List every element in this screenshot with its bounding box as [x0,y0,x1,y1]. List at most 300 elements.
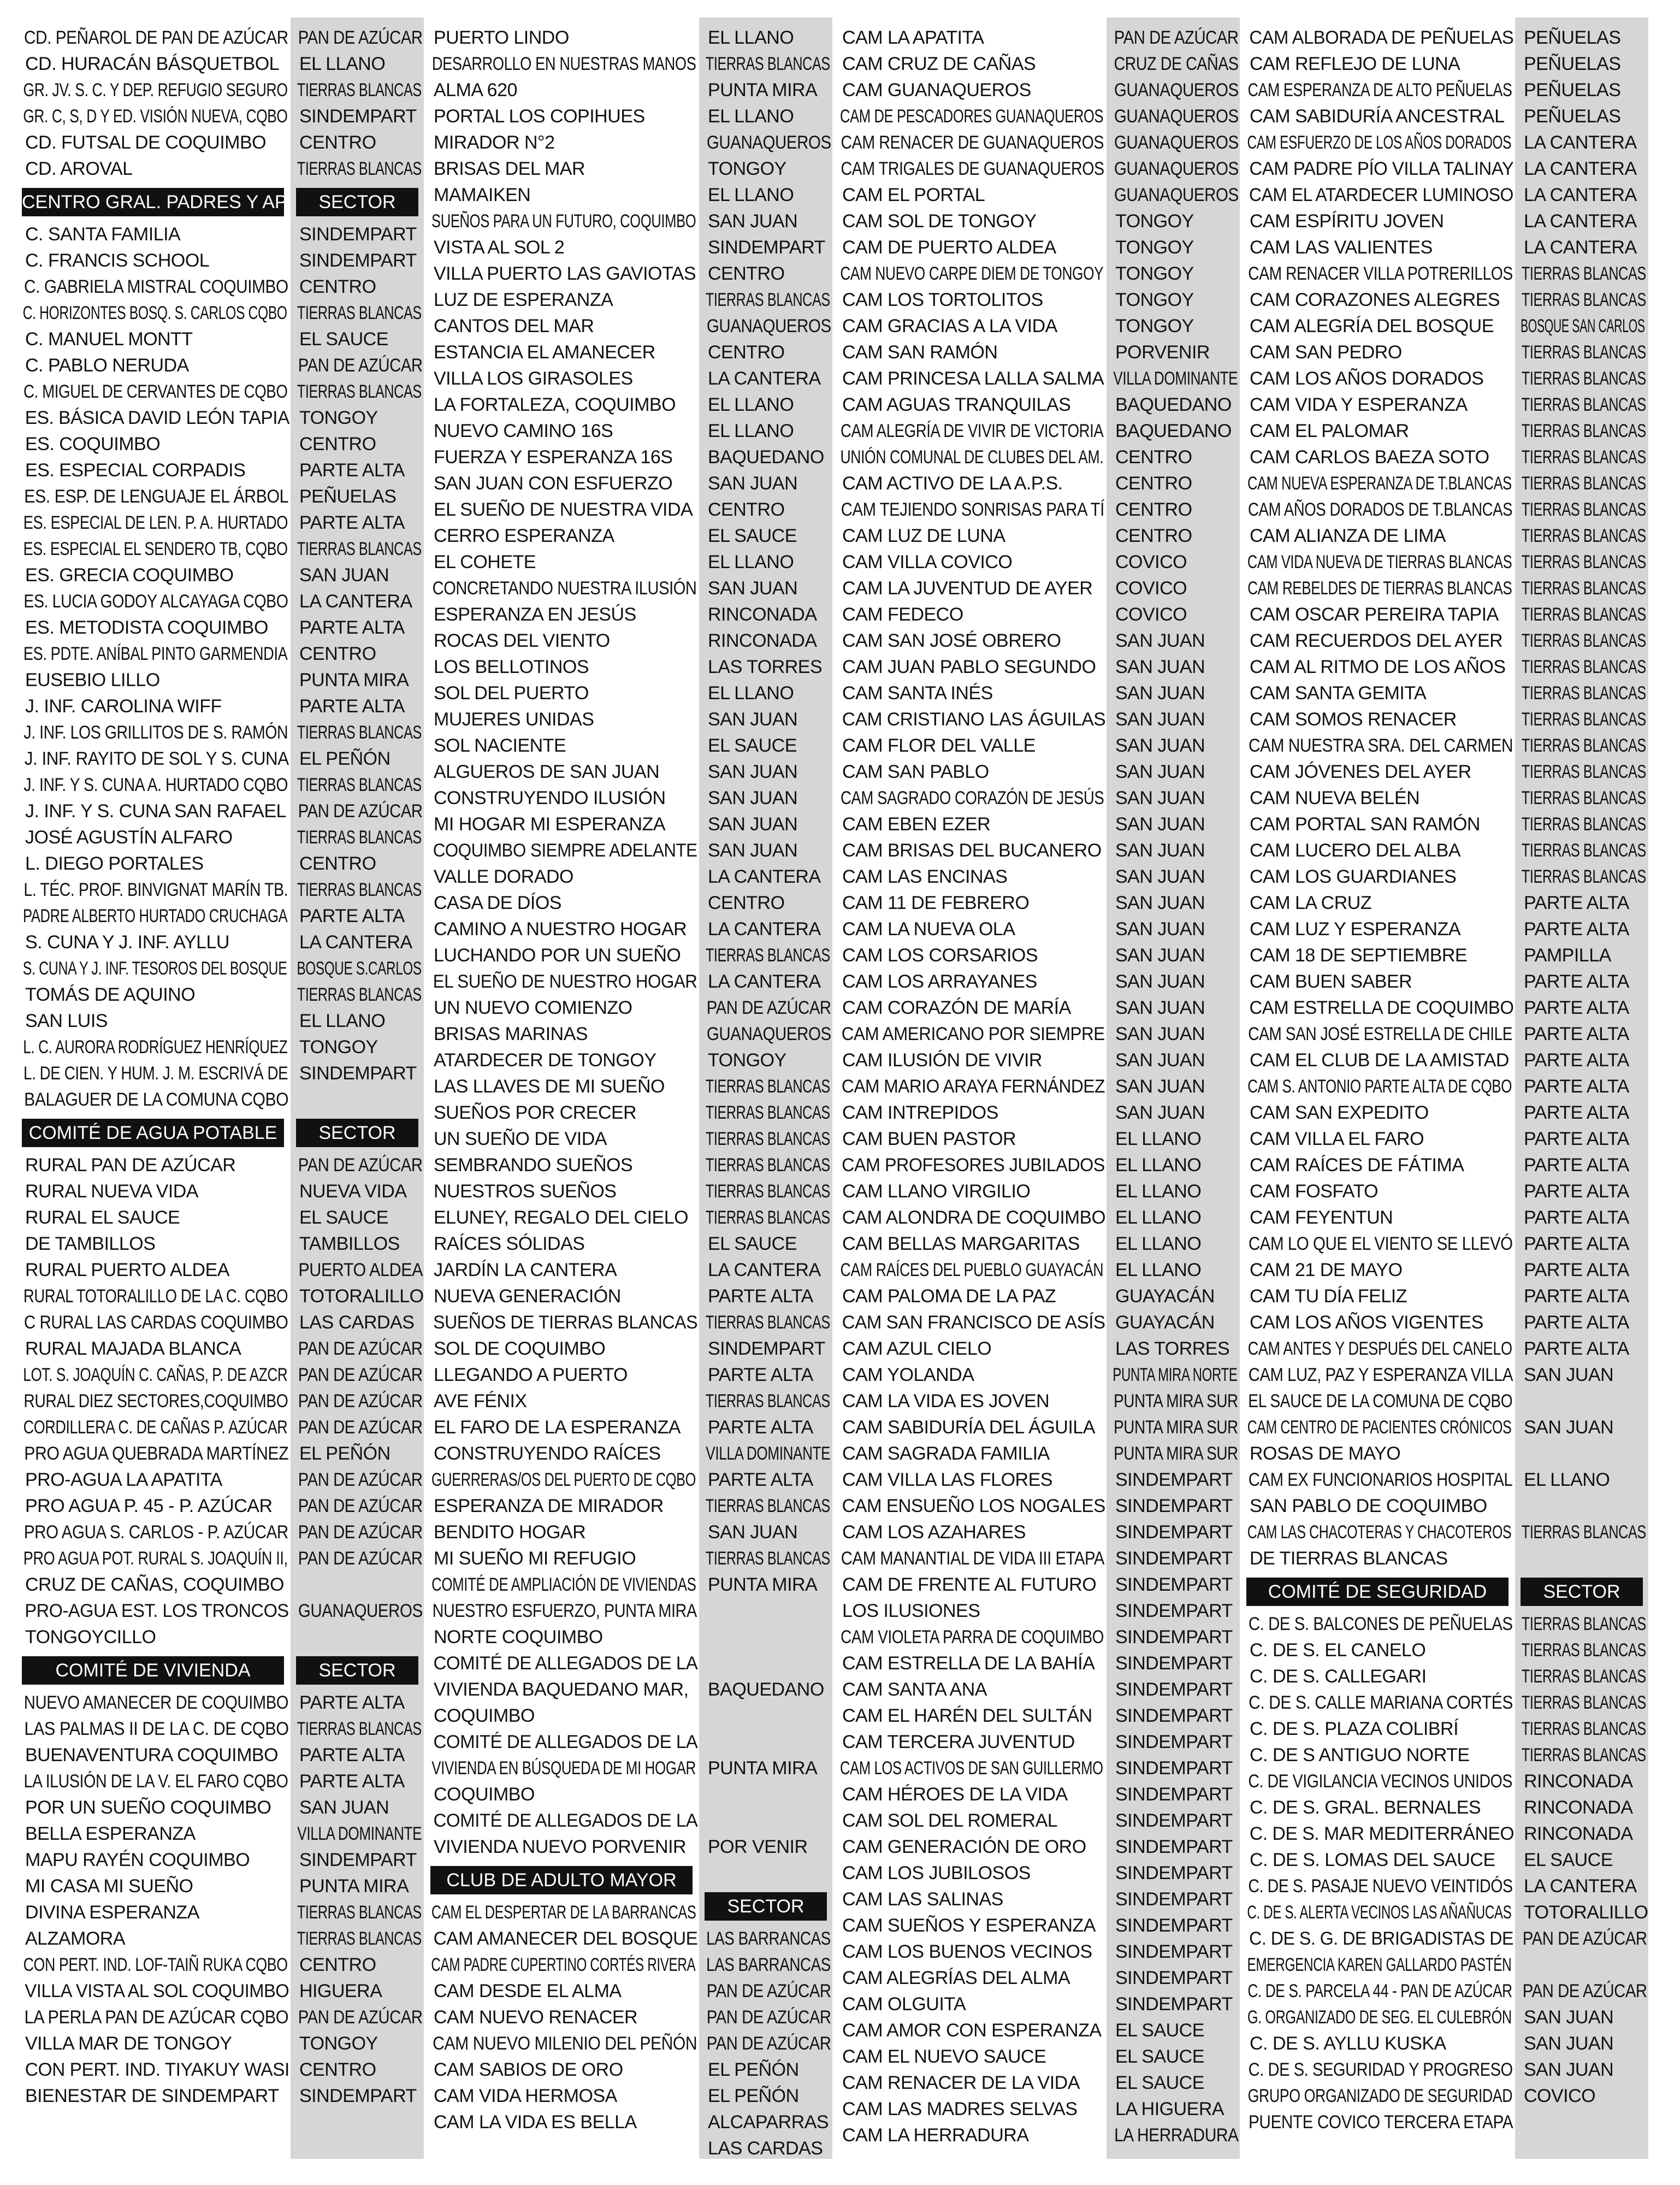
list-item [1515,1952,1648,1978]
column-sector-3 [1107,17,1240,2159]
list-item: EL LLANO [708,394,794,415]
list-item: J. INF. Y S. CUNA SAN RAFAEL [25,801,286,822]
list-item: CAM AL RITMO DE LOS AÑOS [1250,657,1506,677]
list-item: CENTRO [708,263,785,284]
list-item: EL PEÑÓN [299,1443,391,1464]
list-item: TIERRAS BLANCAS [1521,263,1646,284]
column-organization-names-3 [833,17,1105,2159]
list-item: CAM SUEÑOS Y ESPERANZA [842,1915,1096,1936]
list-item: PAN DE AZÚCAR [298,27,423,48]
list-item: PARTE ALTA [1524,1024,1629,1044]
list-item [699,1625,832,1650]
list-item: PUNTA MIRA SUR [1114,1391,1238,1412]
list-item: SAN JUAN [708,709,798,730]
column-sector-4 [1515,17,1648,2159]
list-item: SINDEMPART [1115,1732,1233,1752]
list-item: TIERRAS BLANCAS [1521,709,1646,730]
list-item: CAM RENACER VILLA POTRERILLOS [1248,263,1513,284]
list-item: SAN JUAN [1115,1050,1205,1071]
list-item: BUENAVENTURA COQUIMBO [25,1745,279,1765]
list-item: LA CANTERA [1524,158,1637,179]
list-item: GUAYACÁN [1115,1286,1215,1307]
list-item: POR UN SUEÑO COQUIMBO [25,1797,271,1818]
list-item [1515,1441,1648,1467]
list-item: CAM RENACER DE GUANAQUEROS [841,132,1104,153]
list-item: SOL NACIENTE [434,735,566,756]
list-item: TIERRAS BLANCAS [1521,814,1646,835]
section-header: COMITÉ DE AGUA POTABLE [22,1119,284,1147]
list-item: CAM RECUERDOS DEL AYER [1250,630,1503,651]
list-item: CAM SANTA ANA [842,1679,987,1700]
list-item: BRISAS MARINAS [434,1024,588,1044]
list-item: CAM PORTAL SAN RAMÓN [1250,814,1480,835]
list-item: CAM EL DESPERTAR DE LA BARRANCAS [431,1902,696,1923]
list-item: CAM SAN PEDRO [1250,342,1402,363]
list-item: SAN JUAN [1115,1102,1205,1123]
list-item: PARTE ALTA [299,1745,405,1765]
list-item: TIERRAS BLANCAS [1521,683,1646,704]
list-item: CAM MANANTIAL DE VIDA III ETAPA [841,1548,1105,1569]
list-item: TOMÁS DE AQUINO [25,984,196,1005]
list-item: J. INF. LOS GRILLITOS DE S. RAMÓN [23,722,288,743]
list-item: SAN JUAN [1115,945,1205,966]
list-item: CAM NUESTRA SRA. DEL CARMEN [1249,735,1513,756]
list-item: ALCAPARRAS [708,2112,829,2133]
list-item: SAN JUAN [299,565,389,586]
list-item: TONGOYCILLO [25,1627,156,1647]
list-item: PARTE ALTA [1524,1050,1629,1071]
list-item: ES. ESPECIAL CORPADIS [25,460,246,481]
list-item: TIERRAS BLANCAS [1521,1719,1646,1739]
list-item: SAN LUIS [25,1011,108,1031]
list-item: TIERRAS BLANCAS [1521,1522,1646,1543]
list-item: CENTRO [299,2059,376,2080]
list-item: PAMPILLA [1524,945,1611,966]
list-item: C. GABRIELA MISTRAL COQUIMBO [24,276,288,297]
list-item: CAM NUEVA ESPERANZA DE T.BLANCAS [1247,473,1512,494]
list-item: SAN JUAN [1524,2007,1614,2028]
list-item: SOL DEL PUERTO [434,683,589,704]
list-item: ALMA 620 [434,80,517,101]
list-item: SAN JUAN [1115,814,1205,835]
list-item: CAM TERCERA JUVENTUD [842,1732,1075,1752]
list-item: CD. AROVAL [25,158,133,179]
list-item: CAM LOS CORSARIOS [842,945,1038,966]
list-item: EL LLANO [299,54,386,74]
list-item: CAM LOS AÑOS DORADOS [1250,368,1484,389]
list-item [699,1782,832,1808]
list-item: SINDEMPART [1115,1784,1233,1805]
list-item: TIERRAS BLANCAS [1521,290,1646,310]
list-item: CAM SAGRADO CORAZÓN DE JESÚS [840,788,1104,808]
list-item: CAM LA APATITA [842,27,984,48]
list-item: CAM AGUAS TRANQUILAS [842,394,1071,415]
list-item: GR. JV. S. C. Y DEP. REFUGIO SEGURO [23,80,288,101]
list-item: GUANAQUEROS [1114,106,1239,127]
list-item: SAN JUAN [1115,1076,1205,1097]
list-item: CAM FEYENTUN [1250,1207,1393,1228]
list-item: PARTE ALTA [299,512,405,533]
list-item: PAN DE AZÚCAR [298,801,423,822]
list-item: SUEÑOS DE TIERRAS BLANCAS [433,1312,698,1333]
list-item: PARTE ALTA [708,1469,813,1490]
column-organization-names-1 [16,17,289,2159]
list-item: CAM BUEN PASTOR [842,1129,1016,1149]
list-item: CENTRO [1115,473,1192,494]
list-item: C. DE S ANTIGUO NORTE [1250,1745,1470,1765]
list-item: COMITÉ DE ALLEGADOS DE LA [433,1732,698,1752]
list-item: J. INF. Y S. CUNA A. HURTADO CQBO [23,775,288,795]
list-item: PARTE ALTA [1524,1207,1629,1228]
list-item: EL LLANO [1115,1207,1202,1228]
list-item: PEÑUELAS [1524,80,1621,101]
list-item: L. C. AURORA RODRÍGUEZ HENRÍQUEZ [23,1037,288,1058]
list-item: CON PERT. IND. LOF-TAIÑ RUKA CQBO [23,1954,288,1975]
list-item [1515,1493,1648,1519]
list-item: TONGOY [708,158,786,179]
list-item: CAM SOMOS RENACER [1250,709,1457,730]
list-item: MI HOGAR MI ESPERANZA [434,814,665,835]
list-item: CAM SAN RAMÓN [842,342,998,363]
list-item: CAM ESFUERZO DE LOS AÑOS DORADOS [1247,132,1512,153]
list-item: CAM LAS ENCINAS [842,866,1008,887]
list-item: TIERRAS BLANCAS [705,1102,830,1123]
list-item: EL FARO DE LA ESPERANZA [434,1417,681,1438]
list-item: SAN JUAN [1115,788,1205,808]
list-item: CAM 21 DE MAYO [1250,1260,1403,1280]
list-item: TONGOY [1115,237,1194,258]
list-item: MI CASA MI SUEÑO [25,1876,193,1897]
list-item: PORVENIR [1115,342,1210,363]
list-item: UN SUEÑO DE VIDA [434,1129,607,1149]
list-item: RINCONADA [1524,1771,1633,1792]
list-item: SAN JUAN [1524,1417,1614,1438]
list-item: GRUPO ORGANIZADO DE SEGURIDAD [1247,2086,1513,2106]
list-item: TIERRAS BLANCAS [297,381,422,402]
list-item: TIERRAS BLANCAS [297,827,422,848]
list-item: COQUIMBO [434,1784,535,1805]
list-item: TIERRAS BLANCAS [1521,866,1646,887]
list-item: TIERRAS BLANCAS [705,1312,830,1333]
list-item: TIERRAS BLANCAS [705,1181,830,1202]
list-item: TIERRAS BLANCAS [297,303,422,323]
section-header: SECTOR [705,1892,827,1921]
list-item: RINCONADA [708,604,817,625]
list-item: CAM LA HERRADURA [842,2125,1029,2146]
list-item: TONGOY [708,1050,786,1071]
list-item [1515,1546,1648,1572]
list-item: TIERRAS BLANCAS [297,879,422,900]
list-item: TIERRAS BLANCAS [1521,552,1646,572]
list-item: CAM ENSUEÑO LOS NOGALES [842,1496,1105,1516]
list-item [699,1808,832,1834]
list-item: CAM LAS MADRES SELVAS [842,2099,1078,2119]
list-item: CAM CORAZONES ALEGRES [1250,290,1500,310]
list-item: CAM SABIOS DE ORO [434,2059,623,2080]
list-item: TIERRAS BLANCAS [1521,761,1646,782]
list-item: VIVIENDA EN BÚSQUEDA DE MI HOGAR [431,1758,696,1779]
list-item: SINDEMPART [708,237,825,258]
list-item: CENTRO [299,1954,376,1975]
list-item: RURAL MAJADA BLANCA [25,1338,241,1359]
list-item: ES. GRECIA COQUIMBO [25,565,234,586]
list-item: CAM INTREPIDOS [842,1102,998,1123]
list-item: PARTE ALTA [1524,997,1629,1018]
list-item: PAN DE AZÚCAR [706,997,831,1018]
list-item: SAN JUAN [299,1797,389,1818]
list-item: PUNTA MIRA [708,1574,818,1595]
list-item: TIERRAS BLANCAS [297,1902,422,1923]
list-item: CAM PRINCESA LALLA SALMA [842,368,1104,389]
list-item: SINDEMPART [1115,1836,1233,1857]
section-header: CLUB DE ADULTO MAYOR [430,1866,693,1894]
list-item: EL SAUCE [1115,2072,1204,2093]
list-item: LA CANTERA [708,368,821,389]
list-item: ESPERANZA DE MIRADOR [434,1496,664,1516]
list-item: SINDEMPART [1115,1810,1233,1831]
list-item: CAM SAN EXPEDITO [1250,1102,1429,1123]
list-item: CAM VIOLETA PARRA DE COQUIMBO [841,1627,1104,1647]
list-item: NUEVA GENERACIÓN [434,1286,621,1307]
list-item: RURAL DIEZ SECTORES,COQUIMBO [23,1391,288,1412]
list-item: CAM VIDA Y ESPERANZA [1250,394,1468,415]
list-item: EL LLANO [1115,1181,1202,1202]
list-item: CAM NUEVO RENACER [434,2007,638,2028]
section-header: COMITÉ DE SEGURIDAD [1246,1578,1509,1606]
list-item: BAQUEDANO [1115,394,1232,415]
list-item: PEÑUELAS [1524,27,1621,48]
list-item: CAM CRUZ DE CAÑAS [842,54,1036,74]
list-item: PUNTA MIRA [299,670,409,690]
list-item: S. CUNA Y J. INF. TESOROS DEL BOSQUE [22,958,287,979]
column-sector-1 [291,17,424,2159]
list-item: CAM LAS CHACOTERAS Y CHACOTEROS [1247,1522,1512,1543]
list-item: RURAL PUERTO ALDEA [25,1260,229,1280]
column-organization-names-2 [425,17,698,2159]
list-item: CAM BELLAS MARGARITAS [842,1233,1080,1254]
list-item: CAM LOS JUBILOSOS [842,1863,1031,1883]
list-item: CAM LOS ACTIVOS DE SAN GUILLERMO [840,1758,1103,1779]
list-item: PARTE ALTA [1524,1286,1629,1307]
list-item: C. DE S. EL CANELO [1250,1640,1426,1661]
list-item [699,1651,832,1676]
list-item: PEÑUELAS [1524,106,1621,127]
list-item: CAM OLGUITA [842,1994,966,2015]
list-item: SINDEMPART [1115,1574,1233,1595]
list-item: SAN JUAN [708,578,798,599]
list-item: CONSTRUYENDO ILUSIÓN [434,788,666,808]
list-item: LAS CARDAS [708,2138,823,2159]
list-item: SINDEMPART [1115,1548,1233,1569]
list-item: GUANAQUEROS [706,316,831,336]
list-item: TIERRAS BLANCAS [705,1548,830,1569]
list-item: CAM GENERACIÓN DE ORO [842,1836,1086,1857]
list-item [1515,1389,1648,1414]
list-item: TIERRAS BLANCAS [1521,1666,1646,1687]
list-item: SAN JUAN [708,840,798,861]
list-item [1515,2110,1648,2135]
list-item: ESTANCIA EL AMANECER [434,342,655,363]
list-item: CAM BRISAS DEL BUCANERO [842,840,1102,861]
list-item: TIERRAS BLANCAS [705,945,830,966]
list-item: LAS CARDAS [299,1312,415,1333]
list-item: BIENESTAR DE SINDEMPART [25,2086,279,2106]
list-item: CRUZ DE CAÑAS, COQUIMBO [25,1574,284,1595]
list-item: CONSTRUYENDO RAÍCES [434,1443,661,1464]
list-item: TIERRAS BLANCAS [1521,525,1646,546]
list-item: VILLA PUERTO LAS GAVIOTAS [434,263,696,284]
list-item: PUENTE COVICO TERCERA ETAPA [1249,2112,1513,2133]
list-item: PUNTA MIRA [299,1876,409,1897]
list-item: VILLA VISTA AL SOL COQUIMBO [25,1981,289,2001]
list-item: CAM LAS SALINAS [842,1889,1003,1910]
list-item: TONGOY [1115,290,1194,310]
list-item: LA CANTERA [299,591,412,612]
list-item: LA CANTERA [708,1260,821,1280]
list-item [699,1729,832,1755]
section-header: SECTOR [296,188,418,216]
list-item: CD. HURACÁN BÁSQUETBOL [25,54,280,74]
list-item: ES. ESPECIAL DE LEN. P. A. HURTADO [23,512,288,533]
list-item: SAN JUAN [1115,630,1205,651]
list-item: CAM ESTRELLA DE LA BAHÍA [842,1653,1095,1674]
list-item: BELLA ESPERANZA [25,1823,196,1844]
list-item: POR VENIR [708,1836,808,1857]
list-item: LA ILUSIÓN DE LA V. EL FARO CQBO [23,1771,288,1792]
list-item: CAM EL CLUB DE LA AMISTAD [1250,1050,1509,1071]
list-item: C. DE S. MAR MEDITERRÁNEO [1249,1823,1515,1844]
list-item: TIERRAS BLANCAS [1521,421,1646,441]
list-item: C. DE S. BALCONES DE PEÑUELAS [1248,1614,1513,1634]
list-item: EL LLANO [708,106,794,127]
list-item: SAN JUAN [1524,2059,1614,2080]
list-item: L. DE CIEN. Y HUM. J. M. ESCRIVÁ DE [23,1063,288,1084]
list-item: PAN DE AZÚCAR [298,1469,423,1490]
list-item: GUANAQUEROS [298,1601,423,1621]
list-item: LA HERRADURA [1114,2125,1239,2146]
list-item: CON PERT. IND. TIYAKUY WASI [25,2059,289,2080]
list-item: CAM NUEVA BELÉN [1250,788,1420,808]
list-item: CAM RAÍCES DEL PUEBLO GUAYACÁN [840,1260,1104,1280]
list-item: CAM LUZ Y ESPERANZA [1250,919,1461,940]
list-item: C. SANTA FAMILIA [25,224,181,245]
list-item: PAN DE AZÚCAR [1522,1928,1647,1949]
list-item: PARTE ALTA [1524,1129,1629,1149]
list-item: SAN JUAN [1524,2033,1614,2054]
list-item: TIERRAS BLANCAS [1521,1640,1646,1661]
list-item: CAM LA VIDA ES JOVEN [842,1391,1050,1412]
list-item: CAM VILLA EL FARO [1250,1129,1424,1149]
list-item: PEÑUELAS [299,486,397,507]
list-item: GUANAQUEROS [1114,132,1239,153]
list-item: CAM PROFESORES JUBILADOS [842,1155,1105,1176]
list-item: C. DE S. G. DE BRIGADISTAS DE [1249,1928,1513,1949]
list-item: CAM SANTA GEMITA [1250,683,1427,704]
list-item: LUCHANDO POR UN SUEÑO [434,945,681,966]
list-item: CAM ALIANZA DE LIMA [1250,525,1446,546]
list-item: CENTRO [299,643,376,664]
list-item: PEÑUELAS [1524,54,1621,74]
list-item: UN NUEVO COMIENZO [434,997,632,1018]
list-item: JOSÉ AGUSTÍN ALFARO [25,827,233,848]
list-item: DIVINA ESPERANZA [25,1902,199,1923]
list-item: CAM 11 DE FEBRERO [842,893,1030,913]
list-item: C. DE VIGILANCIA VECINOS UNIDOS [1248,1771,1512,1792]
list-item: PAN DE AZÚCAR [298,2007,423,2028]
list-item: SINDEMPART [299,1850,417,1870]
list-item: PARTE ALTA [1524,1155,1629,1176]
list-item: PAN DE AZÚCAR [298,1155,423,1176]
list-item: TIERRAS BLANCAS [1521,394,1646,415]
list-item: LA PERLA PAN DE AZÚCAR CQBO [24,2007,289,2028]
list-item [699,1703,832,1729]
list-item: TIERRAS BLANCAS [705,1207,830,1228]
list-item: LAS PALMAS II DE LA C. DE CQBO [24,1719,289,1739]
list-item: NUEVA VIDA [299,1181,407,1202]
list-item: CAM ALEGRÍAS DEL ALMA [842,1968,1070,1988]
list-item: TIERRAS BLANCAS [297,1719,422,1739]
list-item: CAM LUZ, PAZ Y ESPERANZA VILLA [1248,1365,1513,1385]
list-item: C. DE S. ALERTA VECINOS LAS AÑAÑUCAS [1247,1902,1512,1923]
list-item: EL SUEÑO DE NUESTRO HOGAR [433,971,697,992]
list-item: LA CANTERA [299,932,412,953]
list-item: CAM SAN JOSÉ OBRERO [842,630,1061,651]
list-item: PAN DE AZÚCAR [298,1417,423,1438]
list-item: VISTA AL SOL 2 [434,237,565,258]
list-item: CAM ACTIVO DE LA A.P.S. [842,473,1063,494]
list-item: PUERTO LINDO [434,27,569,48]
list-item: SAN PABLO DE COQUIMBO [1250,1496,1487,1516]
list-item: TONGOY [299,1037,378,1058]
list-item: TIERRAS BLANCAS [1521,788,1646,808]
list-item: LLEGANDO A PUERTO [434,1365,628,1385]
list-item: TIERRAS BLANCAS [297,722,422,743]
list-item: CAM ANTES Y DESPUÉS DEL CANELO [1247,1338,1512,1359]
list-item: TONGOY [1115,211,1194,232]
list-item: COMITÉ DE ALLEGADOS DE LA [433,1810,698,1831]
list-item: TIERRAS BLANCAS [705,290,830,310]
list-item: TIERRAS BLANCAS [1521,630,1646,651]
list-item: CAM EL PALOMAR [1250,421,1409,441]
list-item: PUNTA MIRA SUR [1114,1417,1238,1438]
list-item: PARTE ALTA [299,906,405,926]
list-item: CAM CORAZÓN DE MARÍA [842,997,1071,1018]
list-item: CAM NUEVO MILENIO DEL PEÑÓN [433,2033,697,2054]
list-item: EL PEÑÓN [299,748,391,769]
list-item: TIERRAS BLANCAS [297,539,422,559]
list-item: EL SAUCE [1115,2046,1204,2067]
list-item: SINDEMPART [1115,1496,1233,1516]
list-item: PARTE ALTA [1524,1338,1629,1359]
list-item: CAM GUANAQUEROS [842,80,1031,101]
list-item: EL LLANO [1115,1233,1202,1254]
list-item: CAM SAN JOSÉ ESTRELLA DE CHILE [1248,1024,1513,1044]
list-item: LA CANTERA [1524,185,1637,205]
list-item: PAN DE AZÚCAR [298,1548,423,1569]
list-item: EMERGENCIA KAREN GALLARDO PASTÉN [1247,1954,1512,1975]
list-item: ATARDECER DE TONGOY [434,1050,656,1071]
list-item: PAN DE AZÚCAR [298,1522,423,1543]
list-item: CAM EX FUNCIONARIOS HOSPITAL [1248,1469,1513,1490]
list-item: COMITÉ DE AMPLIACIÓN DE VIVIENDAS [431,1574,696,1595]
list-item: CASA DE DÍOS [434,893,561,913]
list-item: SINDEMPART [1115,1522,1233,1543]
list-item: CAM CARLOS BAEZA SOTO [1250,447,1489,468]
list-item: SAN JUAN [1115,840,1205,861]
list-item: RAÍCES SÓLIDAS [434,1233,585,1254]
list-item: SINDEMPART [1115,1653,1233,1674]
list-item: PAN DE AZÚCAR [706,2033,831,2054]
